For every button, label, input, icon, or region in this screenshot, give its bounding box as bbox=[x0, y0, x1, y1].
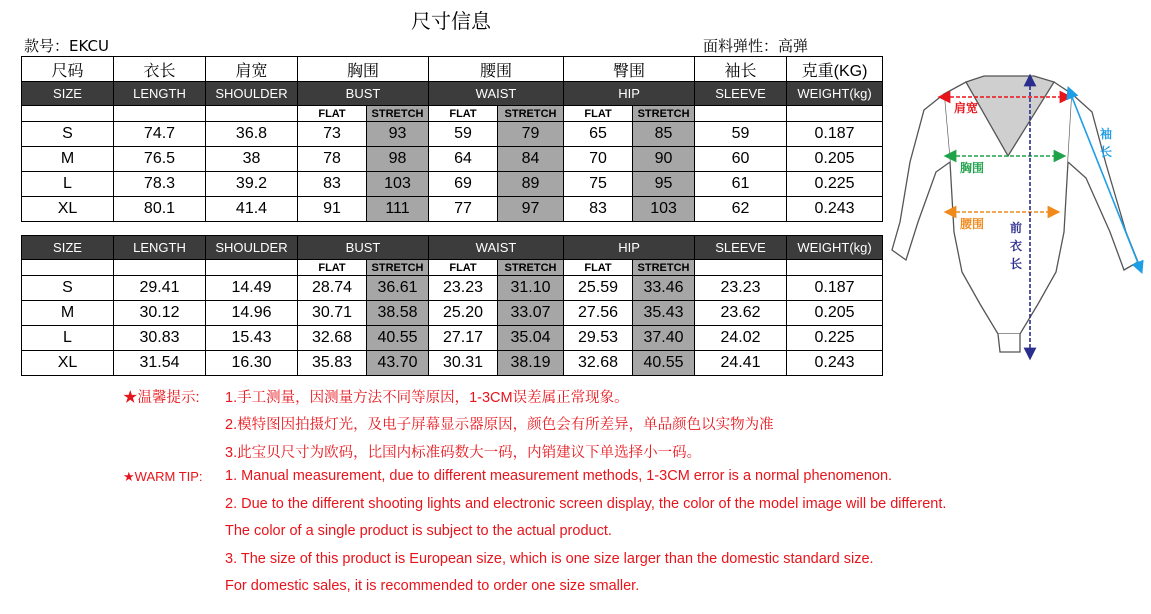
waist-label: 腰围 bbox=[960, 217, 985, 231]
en-tip-line: The color of a single product is subject to the actual product. bbox=[225, 523, 612, 539]
bust-flat-cell: 28.74 bbox=[298, 276, 367, 301]
bust-flat-cell: 73 bbox=[298, 122, 367, 147]
subheader-stretch: STRETCH bbox=[367, 106, 429, 122]
en-tip-line: 1. Manual measurement, due to different measurement methods, 1-3CM error is a normal phenomenon. bbox=[225, 468, 893, 484]
waist-stretch-cell: 38.19 bbox=[498, 351, 564, 376]
waist-stretch-cell: 79 bbox=[498, 122, 564, 147]
hip-stretch-cell: 90 bbox=[633, 147, 695, 172]
header-en-hip: HIP bbox=[564, 82, 695, 106]
subheader-stretch: STRETCH bbox=[633, 106, 695, 122]
header-en-hip: HIP bbox=[564, 236, 695, 260]
header-en-sleeve: SLEEVE bbox=[695, 236, 787, 260]
chinese-header-row bbox=[22, 57, 883, 82]
bust-flat-cell: 91 bbox=[298, 197, 367, 222]
size-cell: S bbox=[22, 276, 114, 301]
weight-cell: 0.225 bbox=[787, 326, 883, 351]
size-cell: S bbox=[22, 122, 114, 147]
subheader-stretch: STRETCH bbox=[367, 260, 429, 276]
hip-stretch-cell: 103 bbox=[633, 197, 695, 222]
front-length-label: 前衣长 bbox=[1010, 221, 1023, 271]
header-cn-hip: 臀围 bbox=[564, 57, 695, 82]
size-cell: L bbox=[22, 172, 114, 197]
subheader-flat: FLAT bbox=[298, 260, 367, 276]
sleeve-cell: 24.41 bbox=[695, 351, 787, 376]
waist-stretch-cell: 35.04 bbox=[498, 326, 564, 351]
header-en-shoulder: SHOULDER bbox=[206, 236, 298, 260]
hip-flat-cell: 75 bbox=[564, 172, 633, 197]
header-en-shoulder: SHOULDER bbox=[206, 82, 298, 106]
sleeve-cell: 60 bbox=[695, 147, 787, 172]
waist-stretch-cell: 84 bbox=[498, 147, 564, 172]
weight-cell: 0.205 bbox=[787, 147, 883, 172]
weight-cell: 0.243 bbox=[787, 351, 883, 376]
bust-stretch-cell: 36.61 bbox=[367, 276, 429, 301]
subheader-stretch: STRETCH bbox=[498, 106, 564, 122]
shoulder-label: 肩宽 bbox=[954, 101, 979, 115]
bust-stretch-cell: 98 bbox=[367, 147, 429, 172]
bust-stretch-cell: 111 bbox=[367, 197, 429, 222]
waist-flat-cell: 77 bbox=[429, 197, 498, 222]
table-row bbox=[22, 326, 883, 351]
shoulder-cell: 39.2 bbox=[206, 172, 298, 197]
length-cell: 78.3 bbox=[114, 172, 206, 197]
hip-stretch-cell: 85 bbox=[633, 122, 695, 147]
header-en-weight: WEIGHT(kg) bbox=[787, 236, 883, 260]
header-cn-sleeve: 袖长 bbox=[695, 57, 787, 82]
hip-flat-cell: 70 bbox=[564, 147, 633, 172]
bust-label: 胸围 bbox=[960, 161, 985, 175]
table-row bbox=[22, 147, 883, 172]
bust-stretch-cell: 103 bbox=[367, 172, 429, 197]
header-cn-size: 尺码 bbox=[22, 57, 114, 82]
size-cell: M bbox=[22, 147, 114, 172]
waist-flat-cell: 64 bbox=[429, 147, 498, 172]
length-cell: 30.12 bbox=[114, 301, 206, 326]
sleeve-cell: 61 bbox=[695, 172, 787, 197]
cn-tip-label: ★温馨提示: bbox=[123, 390, 200, 406]
hip-flat-cell: 27.56 bbox=[564, 301, 633, 326]
waist-stretch-cell: 31.10 bbox=[498, 276, 564, 301]
waist-stretch-cell: 97 bbox=[498, 197, 564, 222]
en-tip-line: For domestic sales, it is recommended to order one size smaller. bbox=[225, 578, 640, 594]
bust-flat-cell: 83 bbox=[298, 172, 367, 197]
waist-flat-cell: 30.31 bbox=[429, 351, 498, 376]
header-cn-bust: 胸围 bbox=[298, 57, 429, 82]
header-cn-length: 衣长 bbox=[114, 57, 206, 82]
cn-tip-line: 1.手工测量，因测量方法不同等原因，1-3CM误差属正常现象。 bbox=[225, 390, 629, 406]
size-cell: XL bbox=[22, 197, 114, 222]
size-cell: XL bbox=[22, 351, 114, 376]
en-tip-line: 3. The size of this product is European size, which is one size larger than the domestic standard size. bbox=[225, 551, 874, 567]
shoulder-cell: 15.43 bbox=[206, 326, 298, 351]
table-row bbox=[22, 351, 883, 376]
weight-cell: 0.243 bbox=[787, 197, 883, 222]
header-en-waist: WAIST bbox=[429, 82, 564, 106]
bust-flat-cell: 32.68 bbox=[298, 326, 367, 351]
sleeve-cell: 23.23 bbox=[695, 276, 787, 301]
length-cell: 29.41 bbox=[114, 276, 206, 301]
size-cell: L bbox=[22, 326, 114, 351]
waist-stretch-cell: 89 bbox=[498, 172, 564, 197]
sleeve-cell: 24.02 bbox=[695, 326, 787, 351]
header-en-length: LENGTH bbox=[114, 82, 206, 106]
length-cell: 30.83 bbox=[114, 326, 206, 351]
sleeve-arrow bbox=[1070, 92, 1140, 268]
hip-stretch-cell: 33.46 bbox=[633, 276, 695, 301]
subheader-flat: FLAT bbox=[429, 260, 498, 276]
bust-flat-cell: 30.71 bbox=[298, 301, 367, 326]
header-en-weight: WEIGHT(kg) bbox=[787, 82, 883, 106]
english-header-row bbox=[22, 236, 883, 260]
header-en-length: LENGTH bbox=[114, 236, 206, 260]
page-title: 尺寸信息 bbox=[411, 9, 491, 33]
weight-cell: 0.205 bbox=[787, 301, 883, 326]
table-row bbox=[22, 197, 883, 222]
waist-flat-cell: 59 bbox=[429, 122, 498, 147]
waist-flat-cell: 23.23 bbox=[429, 276, 498, 301]
hip-stretch-cell: 35.43 bbox=[633, 301, 695, 326]
bust-stretch-cell: 40.55 bbox=[367, 326, 429, 351]
sleeve-cell: 59 bbox=[695, 122, 787, 147]
subheader-stretch: STRETCH bbox=[633, 260, 695, 276]
hip-flat-cell: 32.68 bbox=[564, 351, 633, 376]
hip-stretch-cell: 40.55 bbox=[633, 351, 695, 376]
hip-stretch-cell: 37.40 bbox=[633, 326, 695, 351]
size-table-inch bbox=[21, 235, 883, 376]
en-tip-line: 2. Due to the different shooting lights and electronic screen display, the color of the model image will be different. bbox=[225, 496, 947, 512]
header-cn-waist: 腰围 bbox=[429, 57, 564, 82]
shoulder-cell: 38 bbox=[206, 147, 298, 172]
subheader-flat: FLAT bbox=[298, 106, 367, 122]
table-row bbox=[22, 122, 883, 147]
bust-stretch-cell: 93 bbox=[367, 122, 429, 147]
table-row bbox=[22, 301, 883, 326]
subheader-flat: FLAT bbox=[564, 260, 633, 276]
shoulder-cell: 14.96 bbox=[206, 301, 298, 326]
header-en-bust: BUST bbox=[298, 82, 429, 106]
garment-measurement-diagram bbox=[888, 72, 1146, 362]
flat-stretch-subheader-row bbox=[22, 260, 883, 276]
subheader-stretch: STRETCH bbox=[498, 260, 564, 276]
header-en-waist: WAIST bbox=[429, 236, 564, 260]
model-number-label: 款号：EKCU bbox=[24, 37, 109, 55]
shoulder-cell: 16.30 bbox=[206, 351, 298, 376]
header-cn-weight: 克重(KG) bbox=[787, 57, 883, 82]
header-cn-shoulder: 肩宽 bbox=[206, 57, 298, 82]
hip-stretch-cell: 95 bbox=[633, 172, 695, 197]
header-en-size: SIZE bbox=[22, 82, 114, 106]
cn-tip-line: 3.此宝贝尺寸为欧码，比国内标准码数大一码，内销建议下单选择小一码。 bbox=[225, 445, 702, 461]
size-cell: M bbox=[22, 301, 114, 326]
weight-cell: 0.187 bbox=[787, 122, 883, 147]
subheader-flat: FLAT bbox=[564, 106, 633, 122]
length-cell: 80.1 bbox=[114, 197, 206, 222]
waist-stretch-cell: 33.07 bbox=[498, 301, 564, 326]
bodysuit-outline bbox=[892, 76, 1138, 352]
waist-flat-cell: 69 bbox=[429, 172, 498, 197]
length-cell: 76.5 bbox=[114, 147, 206, 172]
bust-stretch-cell: 38.58 bbox=[367, 301, 429, 326]
shoulder-cell: 36.8 bbox=[206, 122, 298, 147]
sleeve-cell: 62 bbox=[695, 197, 787, 222]
table-row bbox=[22, 172, 883, 197]
length-cell: 31.54 bbox=[114, 351, 206, 376]
size-table-cm bbox=[21, 56, 883, 222]
waist-flat-cell: 25.20 bbox=[429, 301, 498, 326]
cn-tip-line: 2.模特图因拍摄灯光，及电子屏幕显示器原因，颜色会有所差异，单品颜色以实物为准 bbox=[225, 417, 774, 433]
sleeve-cell: 23.62 bbox=[695, 301, 787, 326]
fabric-elasticity-label: 面料弹性：高弹 bbox=[703, 37, 809, 55]
english-header-row bbox=[22, 82, 883, 106]
subheader-flat: FLAT bbox=[429, 106, 498, 122]
header-en-sleeve: SLEEVE bbox=[695, 82, 787, 106]
bust-stretch-cell: 43.70 bbox=[367, 351, 429, 376]
hip-flat-cell: 83 bbox=[564, 197, 633, 222]
shoulder-cell: 41.4 bbox=[206, 197, 298, 222]
hip-flat-cell: 25.59 bbox=[564, 276, 633, 301]
table-row bbox=[22, 276, 883, 301]
flat-stretch-subheader-row bbox=[22, 106, 883, 122]
bust-flat-cell: 78 bbox=[298, 147, 367, 172]
hip-flat-cell: 29.53 bbox=[564, 326, 633, 351]
header-en-bust: BUST bbox=[298, 236, 429, 260]
shoulder-cell: 14.49 bbox=[206, 276, 298, 301]
header-en-size: SIZE bbox=[22, 236, 114, 260]
length-cell: 74.7 bbox=[114, 122, 206, 147]
sleeve-label: 袖长 bbox=[1100, 127, 1113, 159]
en-tip-label: ★WARM TIP: bbox=[123, 469, 203, 484]
bust-flat-cell: 35.83 bbox=[298, 351, 367, 376]
weight-cell: 0.225 bbox=[787, 172, 883, 197]
waist-flat-cell: 27.17 bbox=[429, 326, 498, 351]
weight-cell: 0.187 bbox=[787, 276, 883, 301]
hip-flat-cell: 65 bbox=[564, 122, 633, 147]
